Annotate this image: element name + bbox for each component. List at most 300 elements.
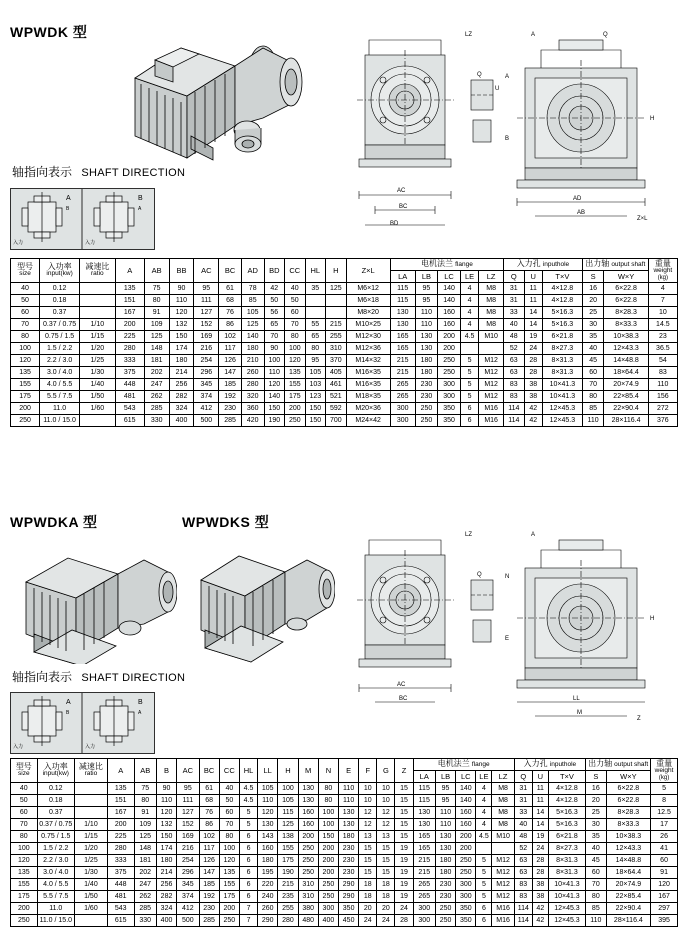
cell2-dim-Z: 15 [395, 807, 413, 819]
cell2-dim-F: 15 [359, 867, 377, 879]
cell-power: 11.0 / 15.0 [40, 415, 80, 427]
cell-BD: 70 [264, 331, 285, 343]
svg-text:AC: AC [397, 682, 406, 688]
col2-WY: W×Y [606, 771, 651, 783]
cell2-dim-AC: 152 [177, 819, 199, 831]
cell2-WY: 18×64.4 [606, 867, 651, 879]
cell2-LZ: M8 [492, 819, 514, 831]
cell-power: 4.0 / 5.5 [40, 379, 80, 391]
cell-weight: 23 [648, 331, 677, 343]
cell-BC: 230 [219, 403, 242, 415]
engineering-drawing-2 [345, 520, 680, 735]
cell2-weight: 8 [651, 795, 678, 807]
cell-BB: 174 [169, 343, 194, 355]
col-WY: W×Y [604, 271, 648, 283]
cell-S: 20 [582, 295, 604, 307]
cell2-LB: 250 [435, 915, 455, 927]
cell2-dim-LL: 160 [258, 843, 278, 855]
cell2-dim-Z: 15 [395, 831, 413, 843]
cell-A: 151 [115, 295, 144, 307]
cell-LB: 110 [415, 307, 438, 319]
cell-LC: 200 [438, 331, 461, 343]
cell-ZL: M6×12 [346, 283, 390, 295]
svg-text:A: A [505, 74, 510, 80]
cell-S: 16 [582, 283, 604, 295]
cell-weight: 36.5 [648, 343, 677, 355]
cell2-dim-HL: 4.5 [239, 795, 257, 807]
spec-table-wpwdka [10, 758, 678, 927]
cell-TV: 6×21.8 [542, 331, 582, 343]
cell-CC: 155 [285, 379, 306, 391]
cell-TV: 12×45.3 [542, 415, 582, 427]
cell2-Q: 114 [514, 915, 532, 927]
cell2-dim-LL: 110 [258, 795, 278, 807]
table-row [11, 391, 678, 403]
cell2-dim-Z: 19 [395, 855, 413, 867]
cell2-LA: 130 [413, 819, 435, 831]
cell-CC: 100 [285, 343, 306, 355]
table-row [11, 783, 678, 795]
cell2-dim-AC: 412 [177, 903, 199, 915]
cell2-dim-M: 250 [298, 855, 318, 867]
cell-size: 80 [11, 331, 40, 343]
cell2-LZ: M8 [492, 783, 514, 795]
table-header-row-top [11, 259, 678, 271]
cell-AC: 254 [194, 355, 219, 367]
cell2-dim-H: 100 [278, 783, 298, 795]
cell2-dim-N: 200 [318, 843, 338, 855]
svg-text:Z×L: Z×L [637, 216, 648, 222]
cell-AD: 180 [241, 343, 264, 355]
cell-LA: 165 [390, 331, 415, 343]
cell-LC: 160 [438, 307, 461, 319]
cell2-Q: 52 [514, 843, 532, 855]
table-row [11, 867, 678, 879]
cell2-Q: 33 [514, 807, 532, 819]
cell2-LC: 350 [456, 903, 476, 915]
col2-AB: AB [134, 759, 156, 783]
cell-LA: 265 [390, 379, 415, 391]
cell2-dim-LL: 220 [258, 879, 278, 891]
cell-AB: 262 [144, 391, 169, 403]
cell-AD: 125 [241, 319, 264, 331]
table-row [11, 379, 678, 391]
cell-S: 85 [582, 403, 604, 415]
cell2-dim-AB: 75 [134, 783, 156, 795]
cell2-dim-AC: 169 [177, 831, 199, 843]
cell2-LZ [492, 843, 514, 855]
cell2-U: 38 [532, 891, 548, 903]
cell2-ratio: 1/20 [74, 843, 107, 855]
cell2-ratio [74, 783, 107, 795]
cell-TV: 4×12.8 [542, 295, 582, 307]
cell2-dim-H: 105 [278, 795, 298, 807]
cell2-U: 14 [532, 819, 548, 831]
cell-LA: 265 [390, 391, 415, 403]
svg-text:H: H [650, 616, 655, 622]
cell2-Q: 114 [514, 903, 532, 915]
cell-LZ [479, 343, 504, 355]
col2-M: M [298, 759, 318, 783]
cell2-LC: 160 [456, 819, 476, 831]
cell2-LE: 5 [476, 891, 492, 903]
cell2-dim-LL: 120 [258, 807, 278, 819]
cell2-TV: 12×45.3 [548, 903, 585, 915]
cell-weight: 156 [648, 391, 677, 403]
cell2-dim-B: 90 [156, 783, 176, 795]
cell-AB: 181 [144, 355, 169, 367]
cell-WY: 6×22.8 [604, 295, 648, 307]
cell-BB: 256 [169, 379, 194, 391]
cell-A: 375 [115, 367, 144, 379]
cell-LC: 250 [438, 355, 461, 367]
table2-header-row-top [11, 759, 678, 771]
spec-table-wpwdk [10, 258, 678, 427]
cell2-dim-A: 200 [107, 819, 134, 831]
cell2-LB: 130 [435, 831, 455, 843]
cell-TV: 8×27.3 [542, 343, 582, 355]
cell2-dim-B: 180 [156, 855, 176, 867]
cell-LE: 4 [460, 295, 478, 307]
cell2-dim-M: 130 [298, 795, 318, 807]
cell-BC: 76 [219, 307, 242, 319]
cell-BC: 185 [219, 379, 242, 391]
cell2-weight: 60 [651, 855, 678, 867]
cell2-LE: 4 [476, 819, 492, 831]
cell2-dim-B: 132 [156, 819, 176, 831]
cell2-dim-LL: 240 [258, 891, 278, 903]
cell-BC: 285 [219, 415, 242, 427]
cell-H [326, 307, 347, 319]
col2-size: 型号 size [11, 759, 38, 783]
cell2-LB: 130 [435, 843, 455, 855]
cell-AD: 78 [241, 283, 264, 295]
cell2-dim-N: 80 [318, 795, 338, 807]
cell-U: 28 [524, 355, 542, 367]
cell-power: 3.0 / 4.0 [40, 367, 80, 379]
cell-AC: 345 [194, 379, 219, 391]
cell2-dim-N: 80 [318, 783, 338, 795]
cell2-dim-Z: 24 [395, 903, 413, 915]
cell-size: 40 [11, 283, 40, 295]
cell2-Q: 63 [514, 855, 532, 867]
cell-U: 24 [524, 343, 542, 355]
cell-LA: 115 [390, 295, 415, 307]
cell-Q: 83 [504, 391, 525, 403]
cell-power: 5.5 / 7.5 [40, 391, 80, 403]
cell2-dim-BC: 285 [199, 915, 219, 927]
cell2-dim-G: 24 [377, 915, 395, 927]
col2-LE: LE [476, 771, 492, 783]
cell2-power: 2.2 / 3.0 [37, 855, 74, 867]
cell2-U: 24 [532, 843, 548, 855]
col2-U: U [532, 771, 548, 783]
col2-CC: CC [219, 759, 239, 783]
cell2-TV: 10×41.3 [548, 891, 585, 903]
cell2-dim-B: 110 [156, 795, 176, 807]
cell2-LC: 140 [456, 795, 476, 807]
col2-BC: BC [199, 759, 219, 783]
cell2-dim-HL: 6 [239, 879, 257, 891]
cell2-LB: 110 [435, 807, 455, 819]
cell-weight: 272 [648, 403, 677, 415]
cell2-dim-F: 12 [359, 819, 377, 831]
col-group-flange: 电机法兰 flange [390, 259, 503, 271]
cell2-TV: 5×16.3 [548, 819, 585, 831]
cell-BB: 110 [169, 295, 194, 307]
cell2-LZ: M16 [492, 903, 514, 915]
cell-BB: 150 [169, 331, 194, 343]
engineering-drawing-1 [345, 20, 680, 235]
cell-AB: 148 [144, 343, 169, 355]
cell-BC: 86 [219, 319, 242, 331]
cell-Q: 63 [504, 355, 525, 367]
col-size: 型号 size [11, 259, 40, 283]
cell2-dim-AB: 202 [134, 867, 156, 879]
cell-AC: 152 [194, 319, 219, 331]
cell-AB: 109 [144, 319, 169, 331]
col2-G: G [377, 759, 395, 783]
cell2-dim-H: 280 [278, 915, 298, 927]
cell2-LC: 200 [456, 831, 476, 843]
table-row [11, 855, 678, 867]
cell-BD: 56 [264, 307, 285, 319]
cell2-dim-AB: 125 [134, 831, 156, 843]
cell2-dim-F: 12 [359, 807, 377, 819]
col2-weight: 重量 weight (kg) [651, 759, 678, 783]
cell-ratio [80, 415, 116, 427]
table-row [11, 903, 678, 915]
cell-LZ: M12 [479, 391, 504, 403]
cell-ZL: M20×36 [346, 403, 390, 415]
cell2-dim-CC: 100 [219, 843, 239, 855]
cell2-dim-CC: 70 [219, 819, 239, 831]
svg-text:B: B [505, 136, 510, 142]
cell-CC: 200 [285, 403, 306, 415]
cell2-dim-G: 15 [377, 867, 395, 879]
cell2-dim-BC: 76 [199, 807, 219, 819]
col-HL: HL [305, 259, 326, 283]
table-row [11, 331, 678, 343]
cell-LA: 165 [390, 343, 415, 355]
cell2-WY: 28×116.4 [606, 915, 651, 927]
cell2-dim-E: 180 [339, 831, 359, 843]
col-group-inputhole: 入力孔 inputhole [504, 259, 583, 271]
cell2-ratio: 1/40 [74, 879, 107, 891]
cell2-dim-B: 256 [156, 879, 176, 891]
cell2-weight: 26 [651, 831, 678, 843]
cell2-dim-BC: 86 [199, 819, 219, 831]
cell-size: 200 [11, 403, 40, 415]
cell2-dim-HL: 6 [239, 843, 257, 855]
cell-CC: 120 [285, 355, 306, 367]
cell2-dim-CC: 40 [219, 783, 239, 795]
svg-text:A: A [138, 206, 142, 212]
svg-text:BC: BC [399, 204, 408, 210]
cell2-WY: 6×22.8 [606, 795, 651, 807]
svg-text:入力: 入力 [85, 744, 96, 750]
cell2-TV: 10×41.3 [548, 879, 585, 891]
cell2-dim-A: 481 [107, 891, 134, 903]
cell2-WY: 22×85.4 [606, 891, 651, 903]
cell2-dim-E: 290 [339, 891, 359, 903]
cell2-LB: 110 [435, 819, 455, 831]
cell-AB: 285 [144, 403, 169, 415]
cell2-LZ: M12 [492, 867, 514, 879]
cell2-power: 4.0 / 5.5 [37, 879, 74, 891]
cell2-Q: 31 [514, 783, 532, 795]
cell-Q: 48 [504, 331, 525, 343]
col-H: H [326, 259, 347, 283]
cell-LZ: M12 [479, 367, 504, 379]
cell-BD: 110 [264, 367, 285, 379]
cell2-dim-G: 18 [377, 891, 395, 903]
cell-LB: 250 [415, 403, 438, 415]
cell-power: 1.5 / 2.2 [40, 343, 80, 355]
col2-group-outputshaft: 出力轴 output shaft [586, 759, 651, 771]
cell2-LC: 300 [456, 891, 476, 903]
cell2-dim-B: 120 [156, 807, 176, 819]
cell2-S: 40 [586, 843, 606, 855]
col2-B: B [156, 759, 176, 783]
cell-AC: 169 [194, 331, 219, 343]
cell-ratio: 1/30 [80, 367, 116, 379]
cell-BB: 180 [169, 355, 194, 367]
col2-TV: T×V [548, 771, 585, 783]
cell2-dim-G: 10 [377, 795, 395, 807]
cell-BB: 132 [169, 319, 194, 331]
cell-H [326, 295, 347, 307]
col2-LL: LL [258, 759, 278, 783]
cell-U: 38 [524, 379, 542, 391]
cell2-dim-B: 282 [156, 891, 176, 903]
cell-BC: 117 [219, 343, 242, 355]
cell2-dim-A: 280 [107, 843, 134, 855]
cell-LA: 300 [390, 415, 415, 427]
cell2-dim-HL: 5 [239, 819, 257, 831]
cell-BD: 65 [264, 319, 285, 331]
cell2-dim-E: 230 [339, 867, 359, 879]
cell-LB: 95 [415, 283, 438, 295]
cell-AD: 420 [241, 415, 264, 427]
col-LC: LC [438, 271, 461, 283]
svg-text:N: N [505, 574, 510, 580]
cell-LZ: M12 [479, 355, 504, 367]
cell-HL: 55 [305, 319, 326, 331]
cell2-dim-H: 155 [278, 843, 298, 855]
cell2-S: 60 [586, 867, 606, 879]
col-AC: AC [194, 259, 219, 283]
cell-weight: 4 [648, 283, 677, 295]
cell2-dim-BC: 117 [199, 843, 219, 855]
cell-A: 167 [115, 307, 144, 319]
col-ZL: Z×L [346, 259, 390, 283]
cell-weight: 110 [648, 379, 677, 391]
cell2-dim-B: 174 [156, 843, 176, 855]
cell-AD: 280 [241, 379, 264, 391]
table-row [11, 355, 678, 367]
cell2-dim-BC: 185 [199, 879, 219, 891]
cell2-dim-H: 190 [278, 867, 298, 879]
cell-CC: 175 [285, 391, 306, 403]
svg-text:Q: Q [477, 572, 482, 578]
cell2-size: 50 [11, 795, 38, 807]
cell2-dim-BC: 102 [199, 831, 219, 843]
cell2-dim-E: 230 [339, 843, 359, 855]
cell-ratio [80, 307, 116, 319]
cell-HL: 150 [305, 403, 326, 415]
cell2-LA: 300 [413, 903, 435, 915]
svg-text:AB: AB [577, 210, 586, 216]
cell2-LZ: M8 [492, 807, 514, 819]
cell2-LA: 115 [413, 795, 435, 807]
cell2-size: 40 [11, 783, 38, 795]
cell-CC: 40 [285, 283, 306, 295]
cell2-dim-HL: 7 [239, 915, 257, 927]
cell-BD: 100 [264, 355, 285, 367]
cell-CC: 60 [285, 307, 306, 319]
cell2-S: 85 [586, 903, 606, 915]
cell-HL: 150 [305, 415, 326, 427]
cell2-WY: 10×38.3 [606, 831, 651, 843]
cell2-LZ: M12 [492, 879, 514, 891]
cell-ZL: M24×42 [346, 415, 390, 427]
cell2-Q: 83 [514, 879, 532, 891]
cell2-dim-AC: 127 [177, 807, 199, 819]
cell-WY: 22×85.4 [604, 391, 648, 403]
cell2-dim-M: 130 [298, 783, 318, 795]
table-row [11, 295, 678, 307]
cell2-dim-AC: 374 [177, 891, 199, 903]
svg-text:入力: 入力 [13, 744, 24, 750]
table-row [11, 343, 678, 355]
cell-A: 200 [115, 319, 144, 331]
cell2-LE [476, 843, 492, 855]
cell-LC: 140 [438, 283, 461, 295]
cell2-dim-M: 480 [298, 915, 318, 927]
cell-BD: 120 [264, 379, 285, 391]
cell2-TV: 8×31.3 [548, 855, 585, 867]
cell-AB: 330 [144, 415, 169, 427]
svg-text:B: B [138, 699, 143, 706]
cell-TV: 8×31.3 [542, 355, 582, 367]
cell-ZL: M12×30 [346, 331, 390, 343]
cell-LB: 95 [415, 295, 438, 307]
cell2-dim-A: 543 [107, 903, 134, 915]
cell2-dim-A: 167 [107, 807, 134, 819]
col2-group-flange: 电机法兰 flange [413, 759, 514, 771]
cell-size: 70 [11, 319, 40, 331]
cell-H: 370 [326, 355, 347, 367]
svg-text:A: A [531, 32, 536, 38]
cell2-power: 0.37 / 0.75 [37, 819, 74, 831]
cell2-ratio: 1/30 [74, 867, 107, 879]
cell2-U: 42 [532, 915, 548, 927]
cell-H: 700 [326, 415, 347, 427]
cell-LE: 4.5 [460, 331, 478, 343]
cell-HL: 95 [305, 355, 326, 367]
cell2-dim-B: 400 [156, 915, 176, 927]
cell-size: 250 [11, 415, 40, 427]
cell-size: 60 [11, 307, 40, 319]
cell2-LB: 230 [435, 879, 455, 891]
cell-AD: 260 [241, 367, 264, 379]
cell-AC: 95 [194, 283, 219, 295]
cell-BC: 68 [219, 295, 242, 307]
cell2-size: 100 [11, 843, 38, 855]
cell2-dim-AB: 109 [134, 819, 156, 831]
cell2-dim-A: 225 [107, 831, 134, 843]
